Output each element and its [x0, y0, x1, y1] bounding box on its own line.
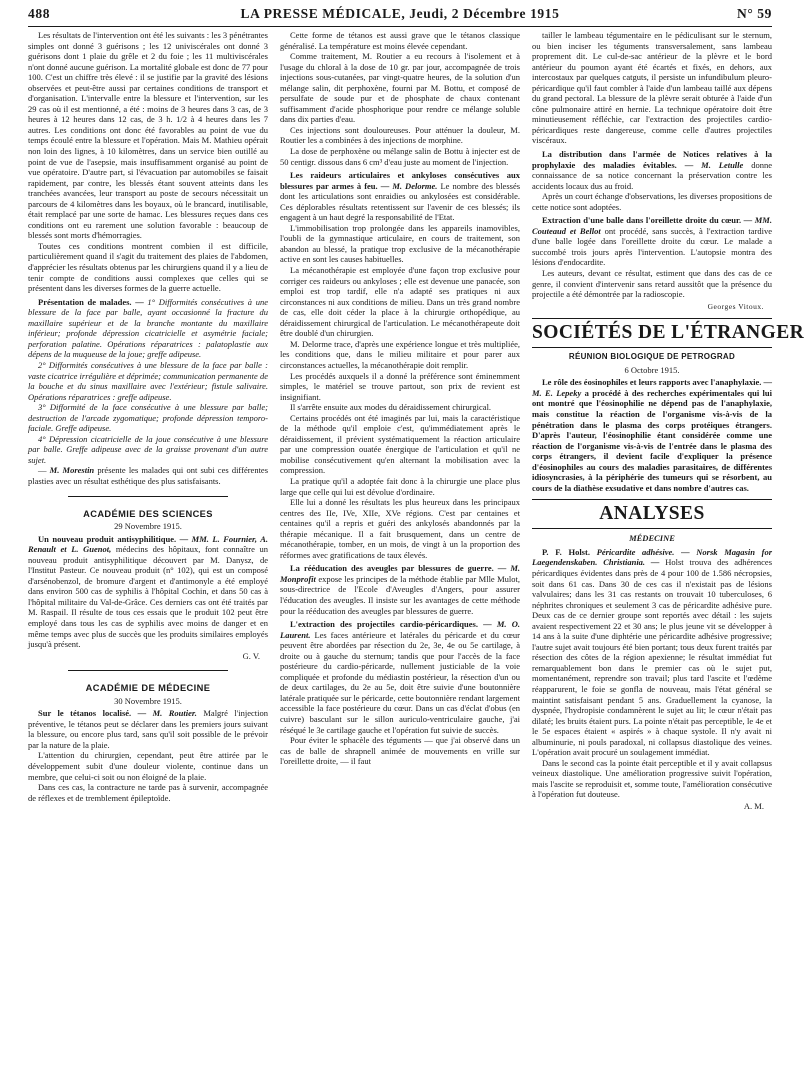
journal-title: LA PRESSE MÉDICALE, Jeudi, 2 Décembre 1915 [240, 6, 560, 21]
paragraph: — M. Morestin présente les malades qui ont subi ces différentes plasties avec un résultat esthétique des plus satisfaisants. [28, 465, 269, 486]
section-banner: ANALYSES [532, 499, 772, 529]
page-header [28, 6, 772, 27]
section-date: 30 Novembre 1915. [114, 695, 182, 706]
paragraph: P. F. Holst. Péricardite adhésive. — Norsk Magasin for Laegendenskaben. Christiania. — Holst trouva des adhérences péricardiques évidentes dans près de 4 pour 100 de 1.586 nécropsies, soit dans 61 cas. Dans 30 de ces cas il n'existait pas de lésions valvulaires; dans les 31 cas restants on trouvait 10 tuberculoses, 6 néphrites chroniques et seulement 3 cas de péricardite adhésive pure. Deux cas de ce dernier groupe sont reportés avec détail : les sujets avaient respectivement 22 et 30 ans; le plus jeune vit se développer à 14 ans à la suite d'une diphtérie une péricardite adhésive progressive; l'autre sujet avait toujours été bien portant; tous deux furent traités par résection des côtes de la région apexienne; le résultat immédiat fut remarquablement bon dans le premier cas où le sujet put, momentanément, reprendre son travail; plus tard l'ascite et l'œdème réapparurent, le foie se gonfla de nouveau, mais l'état général se maintint satisfaisant pendant 5 ans. Graduellement la cyanose, la dyspnée, l'hydropisie condamnèrent le sujet au lit; le cœur n'était pas dilaté; les bruits étaient purs. La pointe n'était pas perceptible, le 4e et le 5e espaces étaient « aspirés » à chaque systole. Il n'y avait ni albuminurie, ni pouls paradoxal, ni collapsus diastolique des veines. L'opération avait procuré un soulagement immédiat. [532, 546, 773, 758]
page-number: 488 [28, 6, 51, 21]
paragraph: Les résultats de l'intervention ont été les suivants : les 3 pénétrantes simples ont donné 3 guérisons ; les 12 univiscérales ont donné 3 guérisons dont 1 plaie du grêle et 2 du foie ; les 11 multiviscérales n'ont donné aucune guérison. La mortalité globale est donc de 77 pour 100. C'est un chiffre très élevé : il se justifie par la gravité des lésions observées et peut-être aussi par certaines conditions de transport et d'organisation. L'intervalle entre la blessure et l'intervention, sur les 29 cas où il est mentionné, a été : moins de 3 heures dans 3 cas, de 3 heures à 12 heures dans 12 cas, de 3 h. 1/2 à 4 heures dans les 7 autres. Les conditions ont donc été favorables au point de vue du temps écoulé entre la blessure et l'opération. Mais M. Mathieu opérait non loin des lignes, à 10 kilomètres, dans un service bien outillé au point de vue de l'asepsie, mais insuffisamment organisé au point de vue opératoire. D'autre part, si l'évacuation par automobiles se faisait rapidement, par contre, les blessés étant souvent atteints dans les tranchées avancées, leur transport au poste de secours nécessitait un parcours de 4 kilomètres dans les boyaux, où le brancard, inutilisable, était remplacé par une sorte de hamac. Les blessures reçues dans ces conditions ont eu rarement une solution favorable : beaucoup de blessés sont morts d'hémorragies. [28, 30, 268, 241]
paragraph: La distribution dans l'armée de Notices relatives à la prophylaxie des maladies évitables. — M. Letulle donne connaissance de sa notice concernant la préservation contre les accidents locaux dus au froid. [532, 149, 773, 191]
paragraph: Ces injections sont douloureuses. Pour atténuer la douleur, M. Routier les a combinées à des injections de morphine. [280, 124, 520, 146]
paragraph: Comme traitement, M. Routier a eu recours à l'isolement et à l'usage du chloral à la dose de 10 gr. par jour, accompagnée de trois injections sous-cutanées, par vingt-quatre heures, de la solution d'un mélange salin, dit perphoxène, fourni par M. Bottu, et composé de persulfate de soude pur et de phosphate de chaux contenant suffisamment d'acide phosphorique pour rendre ce mélange soluble dans dix parties d'eau. [280, 51, 520, 125]
article-columns [28, 30, 804, 1076]
column-1 [28, 30, 268, 1076]
paragraph: 2° Difformités consécutives à une blessure de la face par balle : vaste cicatrice irrégulière et déprimée; communication permanente de la bouche et du sinus maxillaire avec l'extérieur; fistule salivaire. Opérations réparatrices : greffe adipeuse. [28, 359, 268, 402]
paragraph: Cette forme de tétanos est aussi grave que le tétanos classique généralisé. La température est moins élevée cependant. [280, 30, 520, 51]
paragraph: La pratique qu'il a adoptée fait donc à la chirurgie une place plus large que celle qui lui est dévolue d'ordinaire. [280, 475, 520, 497]
paragraph: La rééducation des aveugles par blessures de guerre. — M. Monprofit expose les principes de la méthode établie par Mlle Mulot, sous-directrice de l'Ecole d'Aveugles d'Angers, pour assurer l'éducation des aveugles. Il insiste sur les avantages de cette méthode pour la rééducation des aveugles par blessures de guerre. [280, 563, 521, 616]
column-2 [280, 30, 520, 1076]
section-title: ACADÉMIE DES SCIENCES [83, 508, 213, 519]
paragraph: M. Delorme trace, d'après une expérience longue et très multipliée, les conditions que, dans le milieu militaire et pour parer aux circonstances actuelles, la mécanothérapie doit remplir. [280, 338, 520, 370]
paragraph: Les procédés auxquels il a donné la préférence sont éminemment simples, le matériel se trouve partout, son prix de revient est insignifiant. [280, 370, 520, 402]
paragraph: L'immobilisation trop prolongée dans les appareils inamovibles, l'oubli de la gymnastique articulaire, en cours de traitement, son abandon au blessé, la pratique trop exclusive de la mécanothérapie active en sont les causes habituelles. [280, 222, 520, 265]
section-banner: SOCIÉTÉS DE L'ÉTRANGER [532, 318, 772, 348]
paragraph: Certains procédés ont été imaginés par lui, mais la caractéristique de la méthode qu'il emploie c'est, qu'immédiatement après le déraidissement, il prévient systématiquement la réaction articulaire par une compression ouatée énergique de l'articulation et qu'il ne mobilise consécutivement qu'en alternant la mobilisation avec la compression. [280, 412, 520, 476]
paragraph: La mécanothérapie est employée d'une façon trop exclusive pour corriger ces raideurs ou ankyloses ; elle est devenue une panacée, son emploi est trop tardif, elle n'a adapté ses pratiques ni aux circonstances ni aux conditions de milieu. Dans un très grand nombre de cas, elle doit céder la place à la chirurgie orthopédique, au déraidissement chirurgical de l'articulation. Le mécanothérapeute doit être doublé d'un chirurgien. [280, 265, 520, 339]
paragraph: Elle lui a donné les résultats les plus heureux dans les principaux centres des IIe, IVe, XIIe, XVe régions. C'est par centaines et centaines qu'il a repris et guéri des ankylosés abandonnés par la thérapie mécanique. Il a fait brusquement, dans un centre de mécanothérapie, tomber, en un mois, de vingt à un la proportion des réformes avec gratifications de taux élevés. [280, 497, 520, 560]
paragraph: tailler le lambeau tégumentaire en le pédiculisant sur le sternum, ou bien inciser les téguments transversalement, sans lambeau proprement dit. Le cul-de-sac antérieur de la plèvre et le bord antérieur du poumon ayant été écartés et fixés, en dehors, aux intercostaux par quelques catguts, il persiste un infundibulum pleuro-péricardique qu'il faut combler à l'aide d'un lambeau taillé aux dépens du grand pectoral. La blessure de la plèvre serait obturée à l'aide d'un cône pulmonaire attiré en hernie. La technique opératoire doit être minutieusement réfléchie, car l'extraction des projectiles cardio-péricardiques reste dangereuse, comme celle d'autres projectiles viscéraux. [532, 30, 772, 146]
section-lead: Présentation de malades. — [38, 296, 144, 307]
signature: Georges Vitoux. [707, 301, 764, 311]
signature: A. M. [743, 801, 764, 811]
paragraph: 4° Dépression cicatricielle de la joue consécutive à une blessure par balle. Greffe adipeuse avec de la graisse provenant d'un autre sujet. [28, 433, 268, 465]
column-3 [532, 30, 804, 1076]
paragraph: Pour éviter le sphacèle des téguments — que j'ai observé dans un cas de balle de shrapnell animée de mouvements en vrille sur l'oreillette droite, — il faut [280, 735, 520, 767]
paragraph: Le rôle des éosinophiles et leurs rapports avec l'anaphylaxie. — M. E. Lepeky a procédé à des recherches expérimentales qui lui ont montré que l'éosinophilie ne dépend pas de l'anaphylaxie, mais constitue la réaction de l'organisme vis-à-vis de la pénétration dans le plasma des corps protéiques étrangers. D'après l'auteur, l'éosinophilie étant considérée comme une réaction de l'organisme vis-à-vis de l'entrée dans le plasma des corps étrangers, il devient facile d'expliquer la présence d'éosinophiles au cours des maladies parasitaires, de différentes idiosyncrasies, à la périphérie des tumeurs qui se résorbent, au cours de la diathèse exsudative et dans nombre d'autres cas. [532, 377, 773, 493]
paragraph: Extraction d'une balle dans l'oreillette droite du cœur. — MM. Couteaud et Bellot ont procédé, sans succès, à l'extraction tardive d'une balle logée dans l'oreillette droite du cœur. Le malade a succombé trois jours après l'intervention. L'autopsie montra des lésions d'endocardite. [532, 215, 772, 268]
paragraph: Présentation de malades. — 1° Difformités consécutives à une blessure de la face par balle, ayant occasionné la fracture du maxillaire supérieur et de la branche montante du maxillaire inférieur; profonde dépression cicatricielle et asymétrie faciale; perforation palatine. Opérations réparatrices : palatoplastie aux dépens de la muqueuse de la joue; greffe adipeuse. [28, 296, 269, 360]
paragraph: Sur le tétanos localisé. — M. Routier. Malgré l'injection préventive, le tétanos peut se déclarer dans les premiers jours suivant la blessure, ou encore plus tard, sans qu'il soit possible de le prévoir par la nature de la plaie. [28, 708, 269, 750]
paragraph: L'extraction des projectiles cardio-péricardiques. — M. O. Laurent. Les faces antérieure et latérales du péricarde et du cœur peuvent être abordées par résection du 2e, 3e, 4e ou 5e cartilage, à droite ou à gauche du sternum; tandis que pour l'accès de la face postérieure du cardio-péricarde, nullement justiciable de la voie compliquée et profonde du médiastin postérieur, la résection d'un ou de deux cartilages, du 2e au 5e, doit être suivie d'une boutonnière latérale pratiquée sur le péricarde, cette boutonnière rendant largement accessible la face postérieure du cœur. Dans un cas d'éclat d'obus (en cuivre) basculant sur le sillon auriculo-ventriculaire gauche, j'ai réséqué le 3e cartilage gauche et l'opération fut suivie de succès. [280, 619, 520, 735]
section-title: ACADÉMIE DE MÉDECINE [85, 683, 211, 694]
paragraph: La dose de perphoxène ou mélange salin de Bottu à injecter est de 50 centigr. dissous dans 6 cm³ d'eau juste au moment de l'injection. [280, 146, 520, 167]
paragraph: Après un court échange d'observations, les diverses propositions de cette notice sont adoptées. [532, 191, 772, 212]
paragraph: Les raideurs articulaires et ankyloses consécutives aux blessures par armes à feu. — M. Delorme. Le nombre des blessés dont les articulations sont enraidies ou ankylosées est considérable. Ces déplorables résultats retentissent sur l'avenir de ces blessés; ils engagent à un haut degré la responsabilité de l'Etat. [280, 170, 521, 223]
paragraph: Les auteurs, devant ce résultat, estiment que dans des cas de ce genre, il convient d'intervenir sans retard aussitôt que la présence du projectile a été démontrée par la radioscopie. [532, 268, 772, 300]
paragraph: 3° Difformité de la face consécutive à une blessure par balle; destruction de l'arcade zygomatique; profonde dépression temporo-faciale. Greffe adipeuse. [28, 402, 268, 434]
category-label: MÉDECINE [629, 533, 675, 544]
paragraph: L'attention du chirurgien, cependant, peut être attirée par le développement subit d'une douleur violente, continue dans un membre, que celui-ci soit ou non éloigné de la plaie. [28, 750, 268, 782]
section-date: 29 Novembre 1915. [114, 521, 182, 532]
divider [68, 670, 228, 671]
paragraph: Dans le second cas la pointe était perceptible et il y avait collapsus veineux diastolique. Une amélioration progressive suivit l'opération, mais l'ascite se reproduisit et, somme toute, l'amélioration consécutive à l'opération fut douteuse. [532, 757, 772, 800]
section-date: 6 Octobre 1915. [624, 364, 680, 375]
divider [68, 496, 228, 497]
paragraph: Dans ces cas, la contracture ne tarde pas à survenir, accompagnée de réflexes et de tremblement épileptoïde. [28, 782, 268, 803]
subsection-title: RÉUNION BIOLOGIQUE DE PETROGRAD [568, 352, 736, 362]
paragraph: Toutes ces conditions montrent combien il est difficile, particulièrement quand il s'agit du traitement des plaies de l'abdomen, d'apprécier les résultats obtenus par les chirurgiens quand il y a lieu de tenir compte de conditions aussi complexes que celles qui se présentent dans les diverses formes de la guerre actuelle. [28, 240, 268, 294]
issue-number: N° 59 [736, 6, 772, 21]
paragraph: Il s'arrête ensuite aux modes du déraidissement chirurgical. [290, 402, 492, 413]
paragraph: Un nouveau produit antisyphilitique. — MM. L. Fournier, A. Renault et L. Guenot, médecins des hôpitaux, font connaître un nouveau produit antisyphilitique découvert par M. Danysz, de l'Institut Pasteur. Ce nouveau produit (n° 102), qui est un composé d'arsénobenzol, de bromure d'argent et d'antimonyle a été employé dans environ 500 cas de syphilis à l'hôpital Cochin, et dans 50 cas à l'hôpital militaire du Val-de-Grâce. Ces derniers cas ont été traités par M. Raspail. Il résulte de tous ces essais que le produit 102 peut être employé dans tous les cas de syphilis avec moins de danger et en même temps avec plus de succès que les produits similaires employés jusqu'à présent. [28, 533, 269, 650]
signature: G. V. [242, 650, 260, 661]
